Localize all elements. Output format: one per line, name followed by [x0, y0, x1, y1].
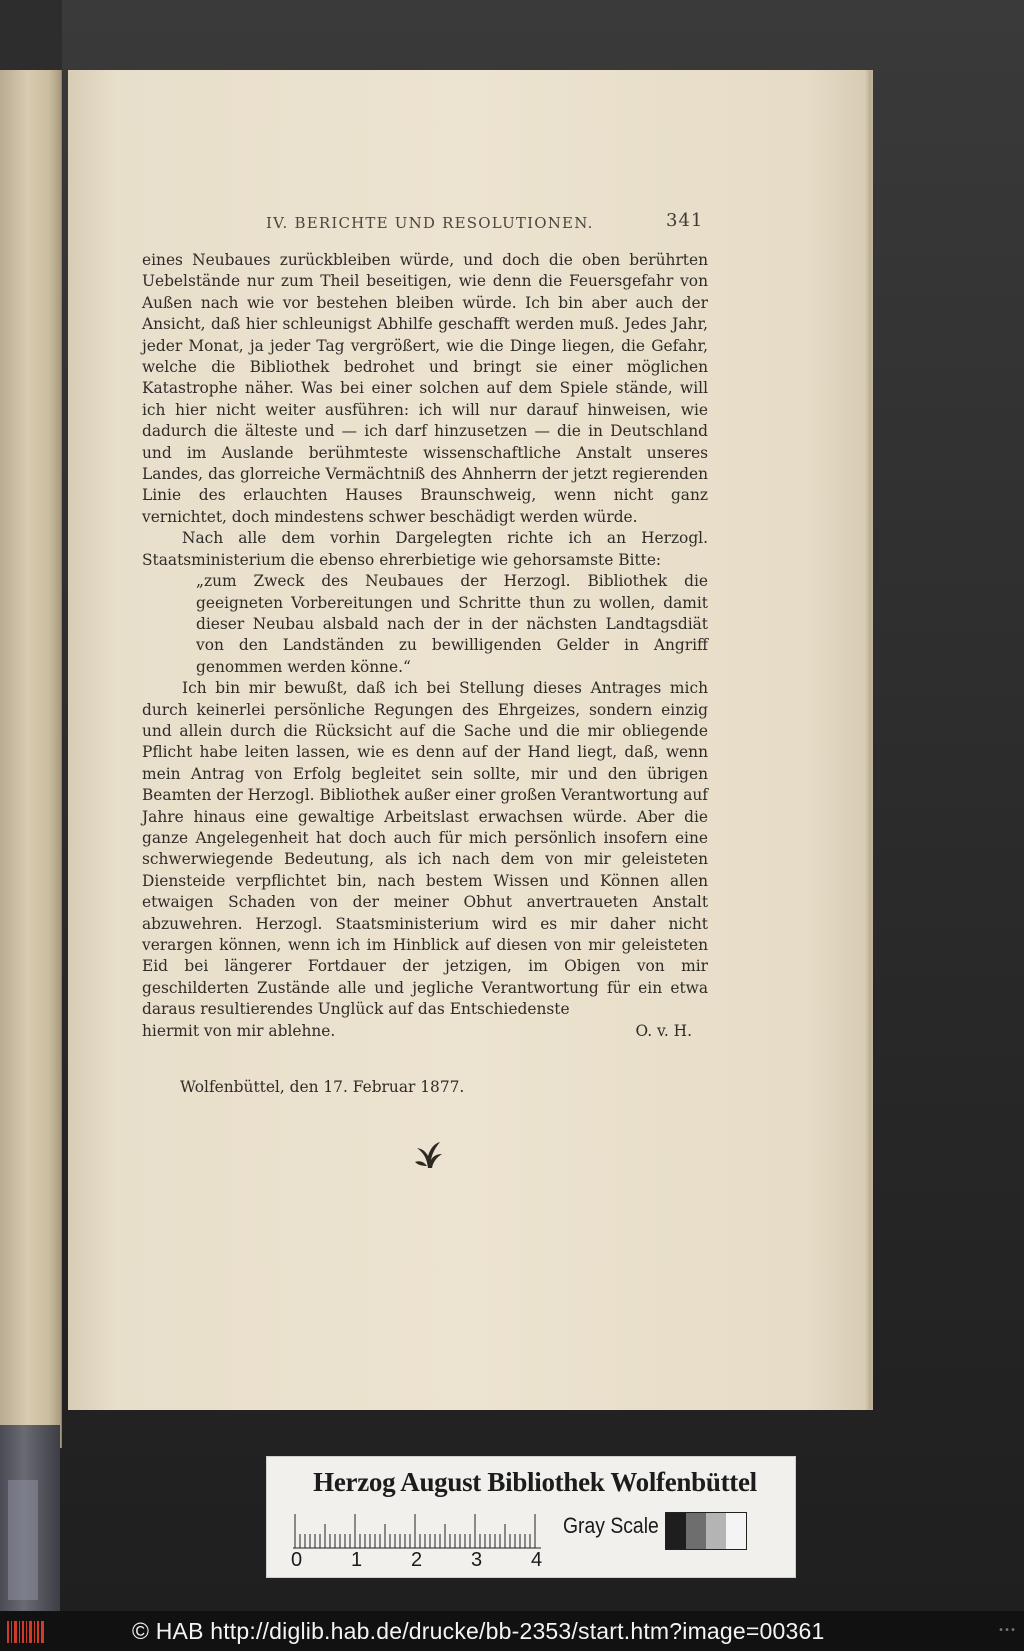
fleuron-icon — [411, 1138, 445, 1170]
closing-line: hiermit von mir ablehne. — [142, 1021, 336, 1040]
barcode-icon — [6, 1619, 46, 1645]
ruler-scale — [293, 1509, 541, 1549]
grayscale-label: Gray Scale — [563, 1513, 659, 1538]
footer-copyright-url[interactable]: © HAB http://diglib.hab.de/drucke/bb-2353/start.htm?image=00361 — [132, 1618, 825, 1644]
ruler-label: 1 — [351, 1549, 363, 1571]
footer-bar — [0, 1611, 1024, 1651]
dateline: Wolfenbüttel, den 17. Februar 1877. — [180, 1078, 465, 1096]
signature: O. v. H. — [635, 1021, 692, 1040]
paragraph: Nach alle dem vorhin Dargelegten richte ich an Herzogl. Staatsministerium die ebenso ehrerbietige wie gehorsamste Bitte: — [142, 529, 708, 569]
gray-step — [666, 1513, 686, 1549]
gray-step — [686, 1513, 706, 1549]
ruler-label: 0 — [291, 1549, 303, 1571]
ruler-label: 2 — [411, 1549, 423, 1571]
quoted-request: „zum Zweck des Neubaues der Herzogl. Bibliothek die geeigneten Vorbereitungen und Schritte thun zu wollen, damit dieser Neubau alsbald nach der in der nächsten Landtagsdiät von den Landständen zu bewilligenden Gelder in Angriff genommen werden könne.“ — [196, 572, 708, 676]
footer-dots: ••• — [997, 1625, 1016, 1636]
ruler-label: 3 — [471, 1549, 483, 1571]
library-name: Herzog August Bibliothek Wolfenbüttel — [313, 1467, 757, 1497]
grayscale-swatch — [665, 1512, 747, 1550]
scanner-shadow — [0, 0, 62, 70]
running-head: IV. BERICHTE UND RESOLUTIONEN. — [266, 214, 594, 232]
page-number: 341 — [666, 210, 704, 231]
library-color-card — [266, 1456, 796, 1578]
paragraph: Ich bin mir bewußt, daß ich bei Stellung dieses Antrages mich durch keinerlei persönliche Regungen des Ehrgeizes, sondern einzig und allein durch die Rücksicht auf die Sache und die mir obliegende Pflicht habe leiten lassen, wie es denn auf der Hand liegt, daß, wenn mein Antrag von Erfolg begleitet sein sollte, mir und den übrigen Beamten der Herzogl. Bibliothek außer einer großen Verantwortung auf Jahre hinaus eine gewaltige Arbeitslast erwachsen würde. Aber die ganze Angelegenheit hat doch auch für mich persönlich insofern eine schwerwiegende Bedeutung, als ich nach dem von mir geleisteten Diensteide verpflichtet bin, nach bestem Wissen und Können allen etwaigen Schaden von der meiner Obhut anvertraueten Anstalt abzuwehren. Herzogl. Staatsministerium wird es mir daher nicht verargen können, wenn ich im Hinblick auf diesen von mir geleisteten Eid bei längerer Fortdauer der jetzigen, im Obigen von mir geschilderten Zustände alle und jegliche Verantwortung für ein etwa daraus resultierendes Unglück auf das Entschiedenste — [142, 679, 708, 1019]
book-page — [68, 70, 871, 1410]
gray-step — [706, 1513, 726, 1549]
ruler-label: 4 — [531, 1549, 543, 1571]
signature-line — [142, 1021, 708, 1042]
body-text — [142, 250, 708, 1042]
paragraph: eines Neubaues zurückbleiben würde, und doch die oben berührten Uebelstände nur zum Theil beseitigen, wie denn die Feuersgefahr von Außen nach wie vor bestehen bleiben würde. Ich bin aber auch der Ansicht, daß hier schleunigst Abhilfe geschafft werden muß. Jedes Jahr, jeder Monat, ja jeder Tag vergrößert, wie die Dinge liegen, die Gefahr, welche die Bibliothek bedrohet und bringt sie einer möglichen Katastrophe näher. Was bei einer solchen auf dem Spiele stände, will ich hier nicht weiter ausführen: ich will nur darauf hinweisen, wie dadurch die älteste und — ich darf hinzusetzen — die in Deutschland und im Auslande berühmteste wissenschaftliche Anstalt unseres Landes, das glorreiche Vermächtniß des Ahnherrn der jetzt regierenden Linie des erlauchten Hauses Braunschweig, wenn nicht ganz vernichtet, doch mindestens schwer beschädigt werden würde. — [142, 251, 708, 526]
previous-page-edge — [0, 68, 62, 1448]
spine-label — [8, 1480, 38, 1600]
ruler-labels — [291, 1549, 551, 1573]
gray-step — [726, 1513, 746, 1549]
